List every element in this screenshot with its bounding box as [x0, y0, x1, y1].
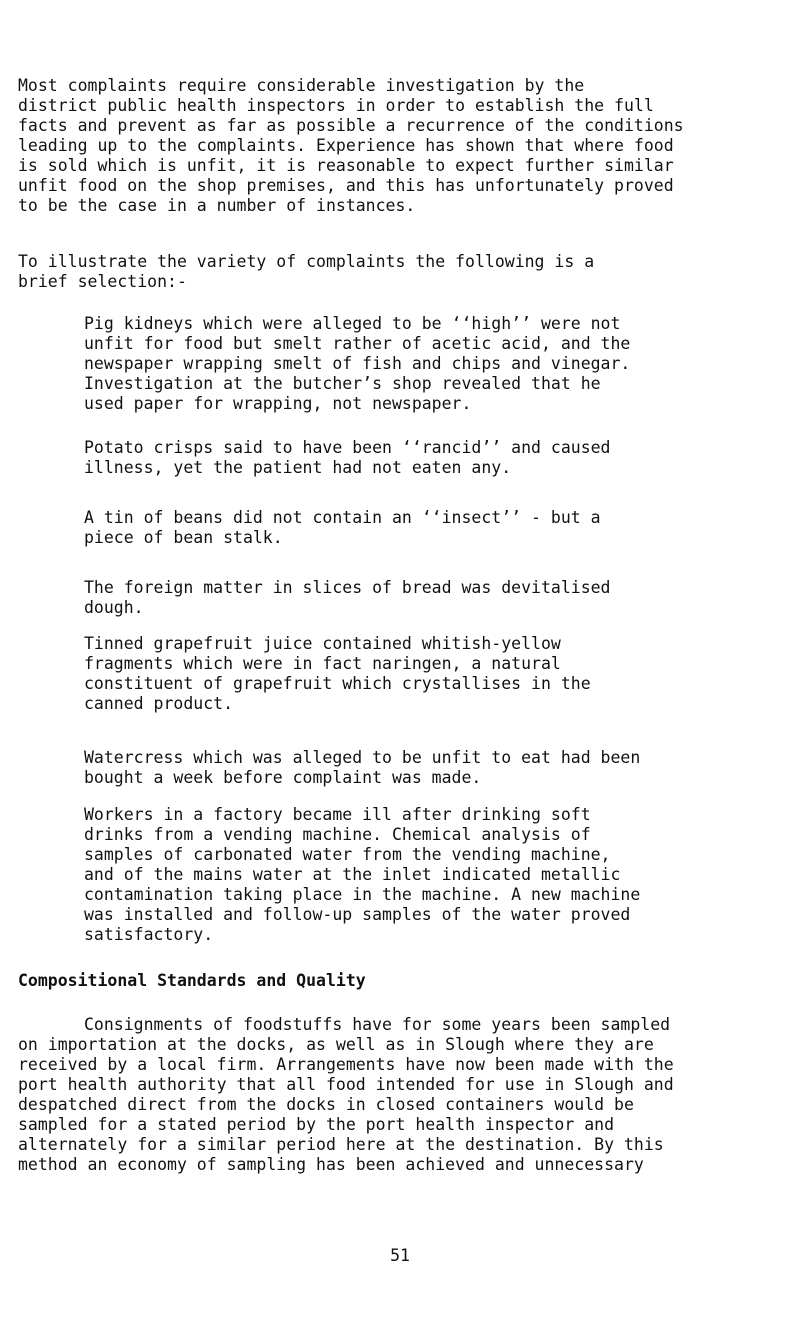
paragraph-line: on importation at the docks, as well as in Slough where they are: [18, 1035, 654, 1054]
paragraph-line: sampled for a stated period by the port health inspector and: [18, 1115, 615, 1134]
paragraph-line: despatched direct from the docks in closed containers would be: [18, 1095, 634, 1114]
paragraph-potato-crisps: Potato crisps said to have been ‘‘rancid’’ and caused illness, yet the patient had not eaten any.: [84, 438, 611, 477]
paragraph-line: alternately for a similar period here at the destination. By this: [18, 1135, 664, 1154]
paragraph-grapefruit-juice: Tinned grapefruit juice contained whitish-yellow fragments which were in fact naringen, a natural constituent of grapefruit which crystallises in the canned product.: [84, 634, 591, 713]
paragraph-vending-machine: Workers in a factory became ill after drinking soft drinks from a vending machine. Chemical analysis of samples of carbonated water from the vending machine, and of the mains water at the inlet indicated metallic contamination taking place in the machine. A new machine was installed and follow-up samples of the water proved satisfactory.: [84, 805, 641, 944]
paragraph-tin-of-beans: A tin of beans did not contain an ‘‘insect’’ - but a piece of bean stalk.: [84, 508, 601, 547]
paragraph-line: method an economy of sampling has been achieved and unnecessary: [18, 1155, 644, 1174]
paragraph-selection-intro: To illustrate the variety of complaints the following is a brief selection:-: [18, 252, 595, 291]
paragraph-line: received by a local firm. Arrangements have now been made with the: [18, 1055, 674, 1074]
paragraph-line: port health authority that all food intended for use in Slough and: [18, 1075, 674, 1094]
paragraph-pig-kidneys: Pig kidneys which were alleged to be ‘‘high’’ were not unfit for food but smelt rather of acetic acid, and the newspaper wrapping smelt of fish and chips and vinegar. Investigation at the butcher’s shop revealed that he used paper for wrapping, not newspaper.: [84, 314, 631, 413]
paragraph-consignments: [18, 1015, 793, 1175]
page-number: 51: [390, 1246, 410, 1265]
section-heading: Compositional Standards and Quality: [18, 971, 366, 990]
paragraph-line: Consignments of foodstuffs have for some years been sampled: [84, 1015, 671, 1034]
paragraph-investigation: Most complaints require considerable investigation by the district public health inspectors in order to establish the full facts and prevent as far as possible a recurrence of the conditions leading up to the complaints. Experience has shown that where food is sold which is unfit, it is reasonable to expect further similar unfit food on the shop premises, and this has unfortunately proved to be the case in a number of instances.: [18, 76, 684, 215]
paragraph-bread: The foreign matter in slices of bread was devitalised dough.: [84, 578, 611, 617]
paragraph-watercress: Watercress which was alleged to be unfit to eat had been bought a week before complaint was made.: [84, 748, 641, 787]
